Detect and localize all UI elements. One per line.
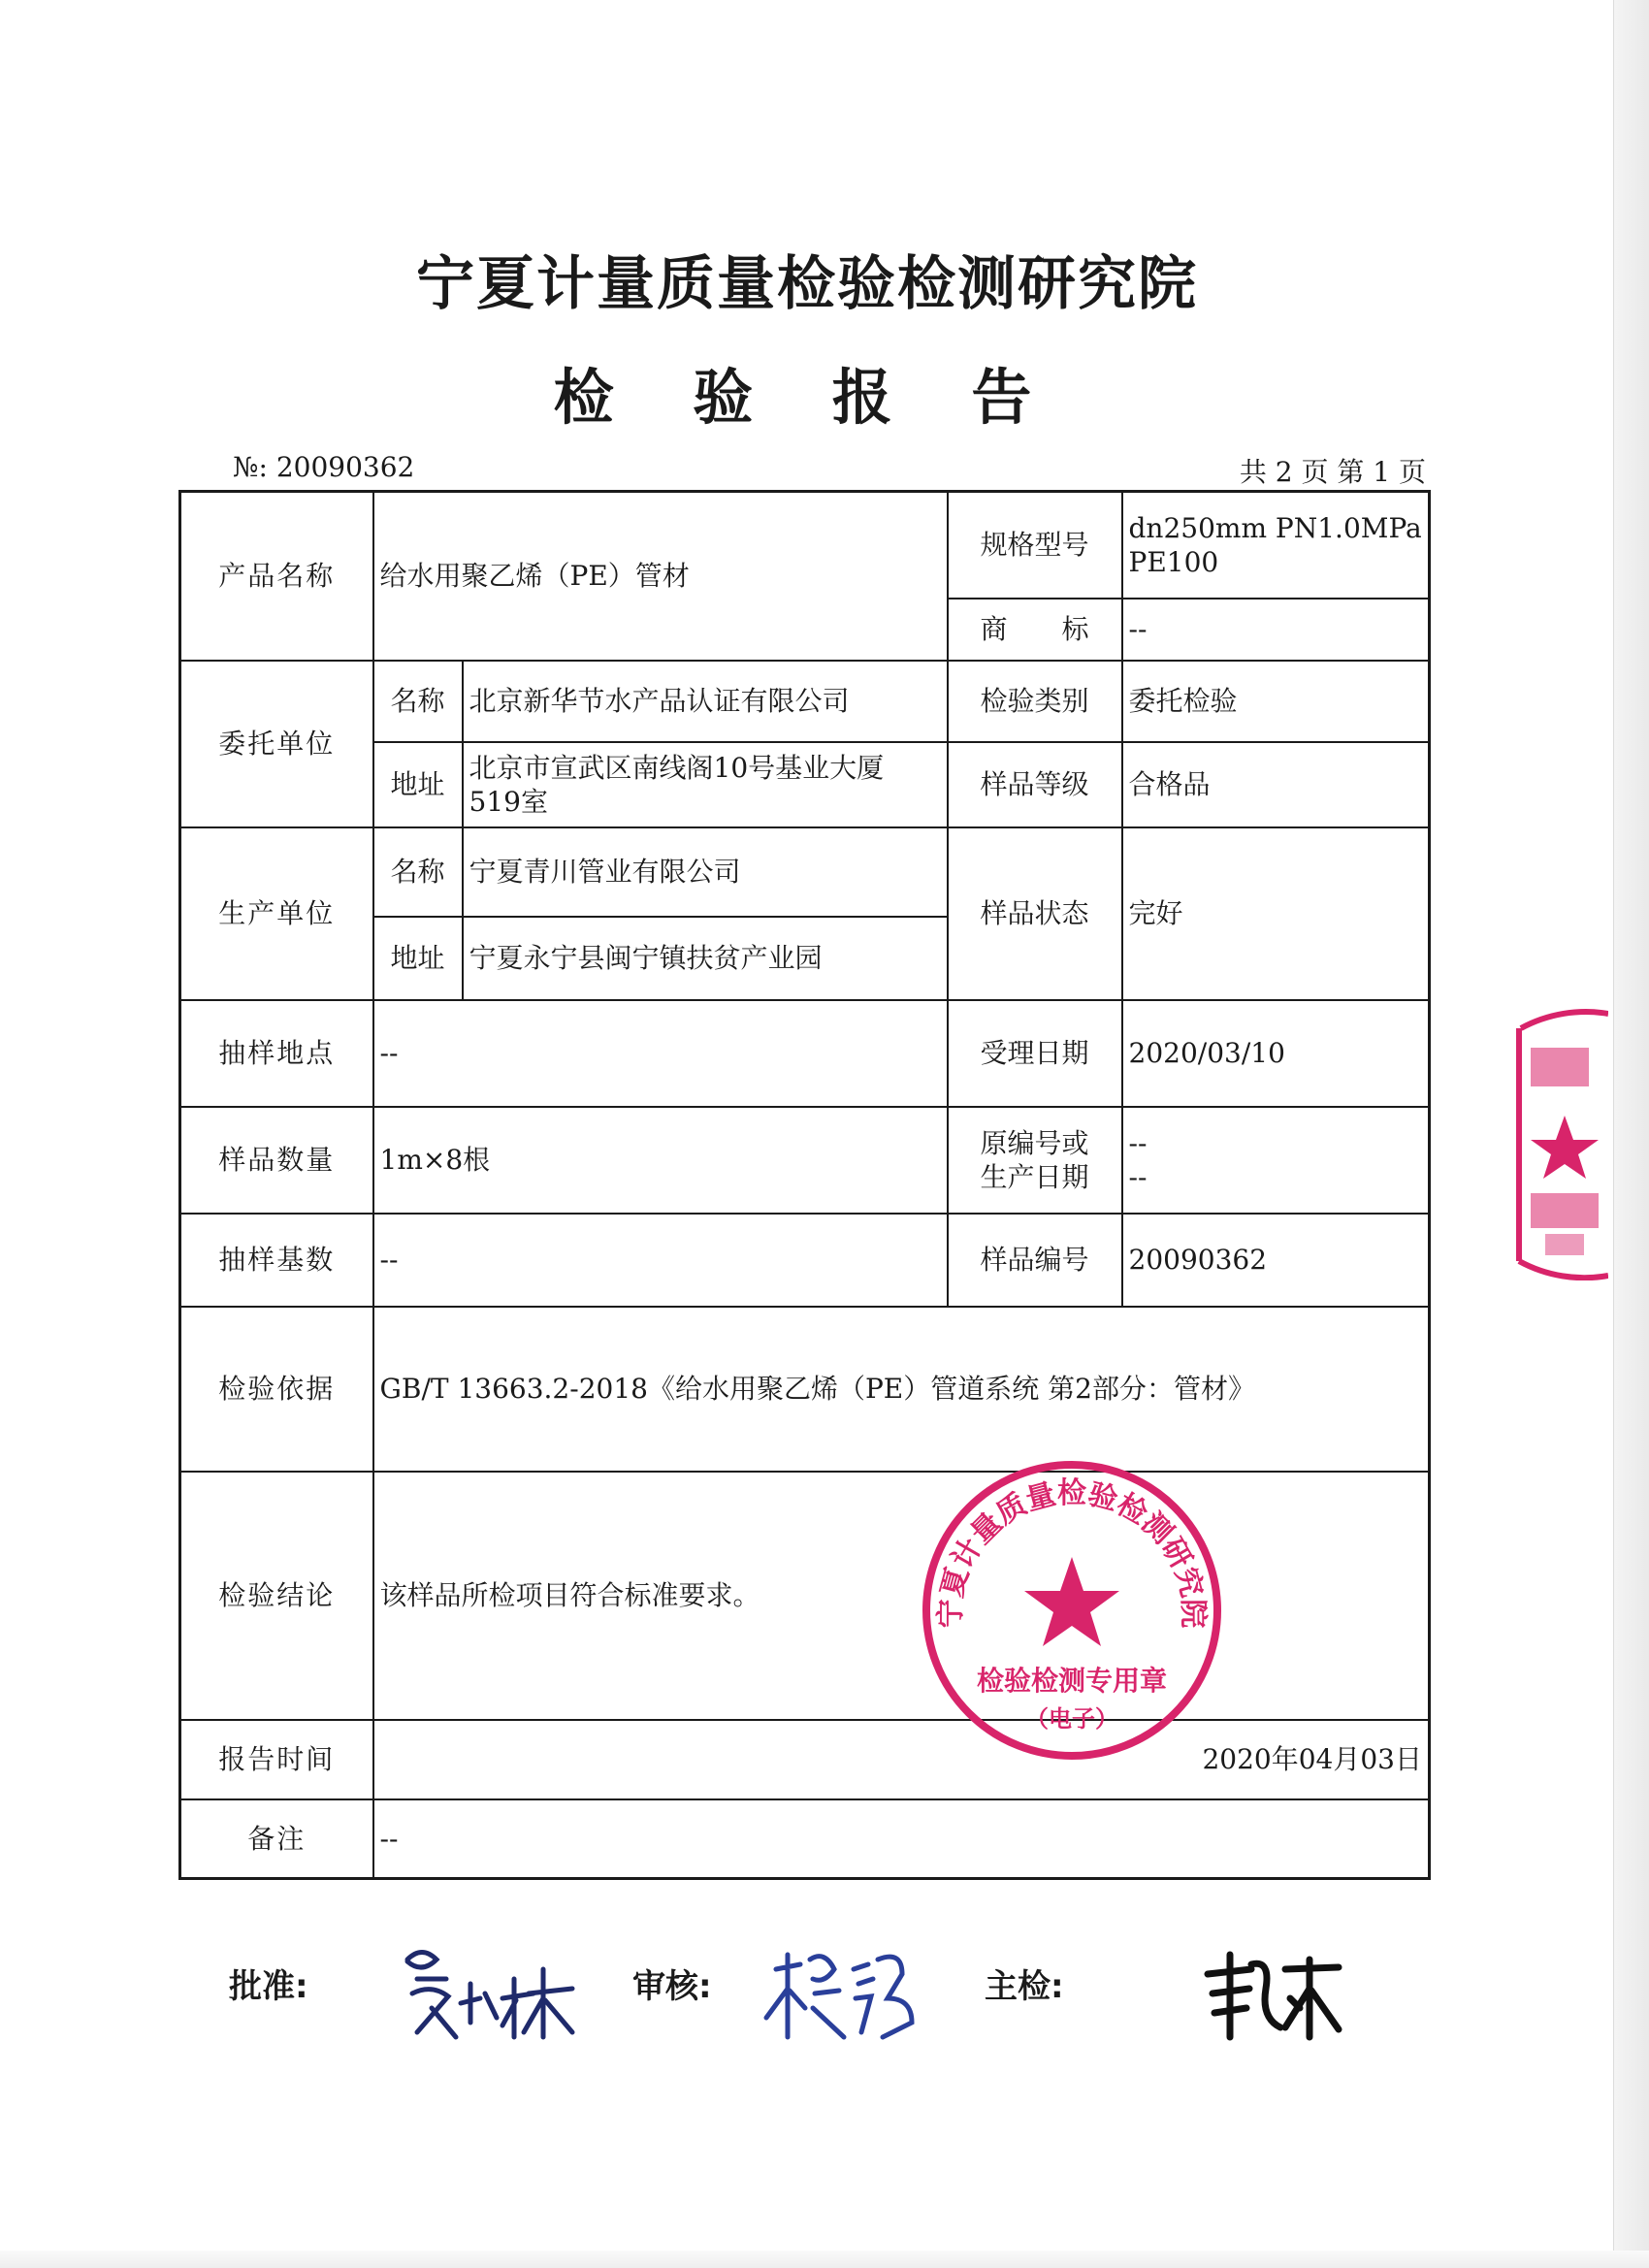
producer-addr-value: 宁夏永宁县闽宁镇扶贫产业园 [463,917,948,1000]
approve-label: 批准: [229,1967,308,2006]
sample-no-label: 样品编号 [948,1214,1122,1307]
product-name-label: 产品名称 [180,492,373,661]
client-name-value: 北京新华节水产品认证有限公司 [463,661,948,742]
seal-sub-text: （电子） [1025,1705,1118,1733]
sample-no-value: 20090362 [1122,1214,1430,1307]
row-producer-name [180,827,1430,917]
brand-value: -- [1122,599,1430,661]
seal-bottom-text: 检验检测专用章 [976,1665,1168,1697]
row-sampling-place [180,1000,1430,1107]
inspector-signature [1193,1940,1348,2047]
brand-label: 商 标 [948,599,1122,661]
inspection-type-label: 检验类别 [948,661,1122,742]
sample-grade-label: 样品等级 [948,742,1122,827]
report-time-value: 2020年04月03日 [373,1720,1430,1799]
scan-edge [1613,0,1649,2268]
official-seal [917,1455,1227,1766]
report-table [178,490,1431,1880]
inspect-label: 主检: [985,1967,1064,2006]
producer-addr-label: 地址 [373,917,463,1000]
reviewer-signature [757,1940,922,2047]
orig-no-value-line2: -- [1128,1160,1148,1193]
scan-edge-bottom [0,2251,1649,2268]
sample-grade-value: 合格品 [1122,742,1430,827]
sampling-base-label: 抽样基数 [180,1214,373,1307]
row-sampling-base [180,1214,1430,1307]
signature-row [0,1940,1649,2057]
row-basis [180,1307,1430,1472]
orig-no-label [948,1107,1122,1214]
report-title: 检 验 报 告 [553,362,1061,433]
approver-signature [388,1940,582,2047]
orig-no-value [1122,1107,1430,1214]
spec-value-line1: dn250mm PN1.0MPa [1128,511,1422,544]
report-number-value: 20090362 [275,451,415,483]
orig-no-value-line1: -- [1128,1126,1148,1159]
conclusion-label: 检验结论 [180,1472,373,1720]
row-product [180,492,1430,599]
client-addr-value [463,742,948,827]
conclusion-value: 该样品所检项目符合标准要求。 [373,1472,1430,1720]
orig-no-label-line1: 原编号或 [980,1126,1089,1159]
seal-star-icon [1024,1557,1119,1646]
row-sample-qty [180,1107,1430,1214]
review-label: 审核: [632,1967,712,2006]
sample-state-label: 样品状态 [948,827,1122,1000]
row-report-time [180,1720,1430,1799]
client-addr-line2: 519室 [469,785,548,818]
sample-state-value: 完好 [1122,827,1430,1000]
producer-label: 生产单位 [180,827,373,1000]
seal-ring-text: 宁夏计量质量检验检测研究院 [933,1475,1211,1629]
accept-date-label: 受理日期 [948,1000,1122,1107]
page-count: 共 2 页 第 1 页 [1239,456,1426,488]
institute-title: 宁夏计量质量检验检测研究院 [416,250,1198,318]
accept-date-value: 2020/03/10 [1122,1000,1430,1107]
client-label: 委托单位 [180,661,373,827]
basis-value: GB/T 13663.2-2018《给水用聚乙烯（PE）管道系统 第2部分：管材》 [373,1307,1430,1472]
spec-value-line2: PE100 [1128,545,1219,578]
remarks-value: -- [373,1799,1430,1879]
spec-label: 规格型号 [948,492,1122,599]
producer-name-label: 名称 [373,827,463,917]
client-name-label: 名称 [373,661,463,742]
sampling-base-value: -- [373,1214,948,1307]
report-number-label: №: [233,451,268,483]
sampling-place-value: -- [373,1000,948,1107]
row-conclusion [180,1472,1430,1720]
report-time-label: 报告时间 [180,1720,373,1799]
row-remarks [180,1799,1430,1879]
row-client-name [180,661,1430,742]
producer-name-value: 宁夏青川管业有限公司 [463,827,948,917]
partial-seal-icon [1511,1009,1608,1280]
sample-qty-label: 样品数量 [180,1107,373,1214]
sample-qty-value: 1m×8根 [373,1107,948,1214]
sampling-place-label: 抽样地点 [180,1000,373,1107]
client-addr-line1: 北京市宣武区南线阁10号基业大厦 [469,751,885,784]
spec-value [1122,492,1430,599]
remarks-label: 备注 [180,1799,373,1879]
report-number [233,451,414,483]
orig-no-label-line2: 生产日期 [980,1160,1089,1193]
basis-label: 检验依据 [180,1307,373,1472]
inspection-type-value: 委托检验 [1122,661,1430,742]
product-name-value: 给水用聚乙烯（PE）管材 [373,492,948,661]
client-addr-label: 地址 [373,742,463,827]
